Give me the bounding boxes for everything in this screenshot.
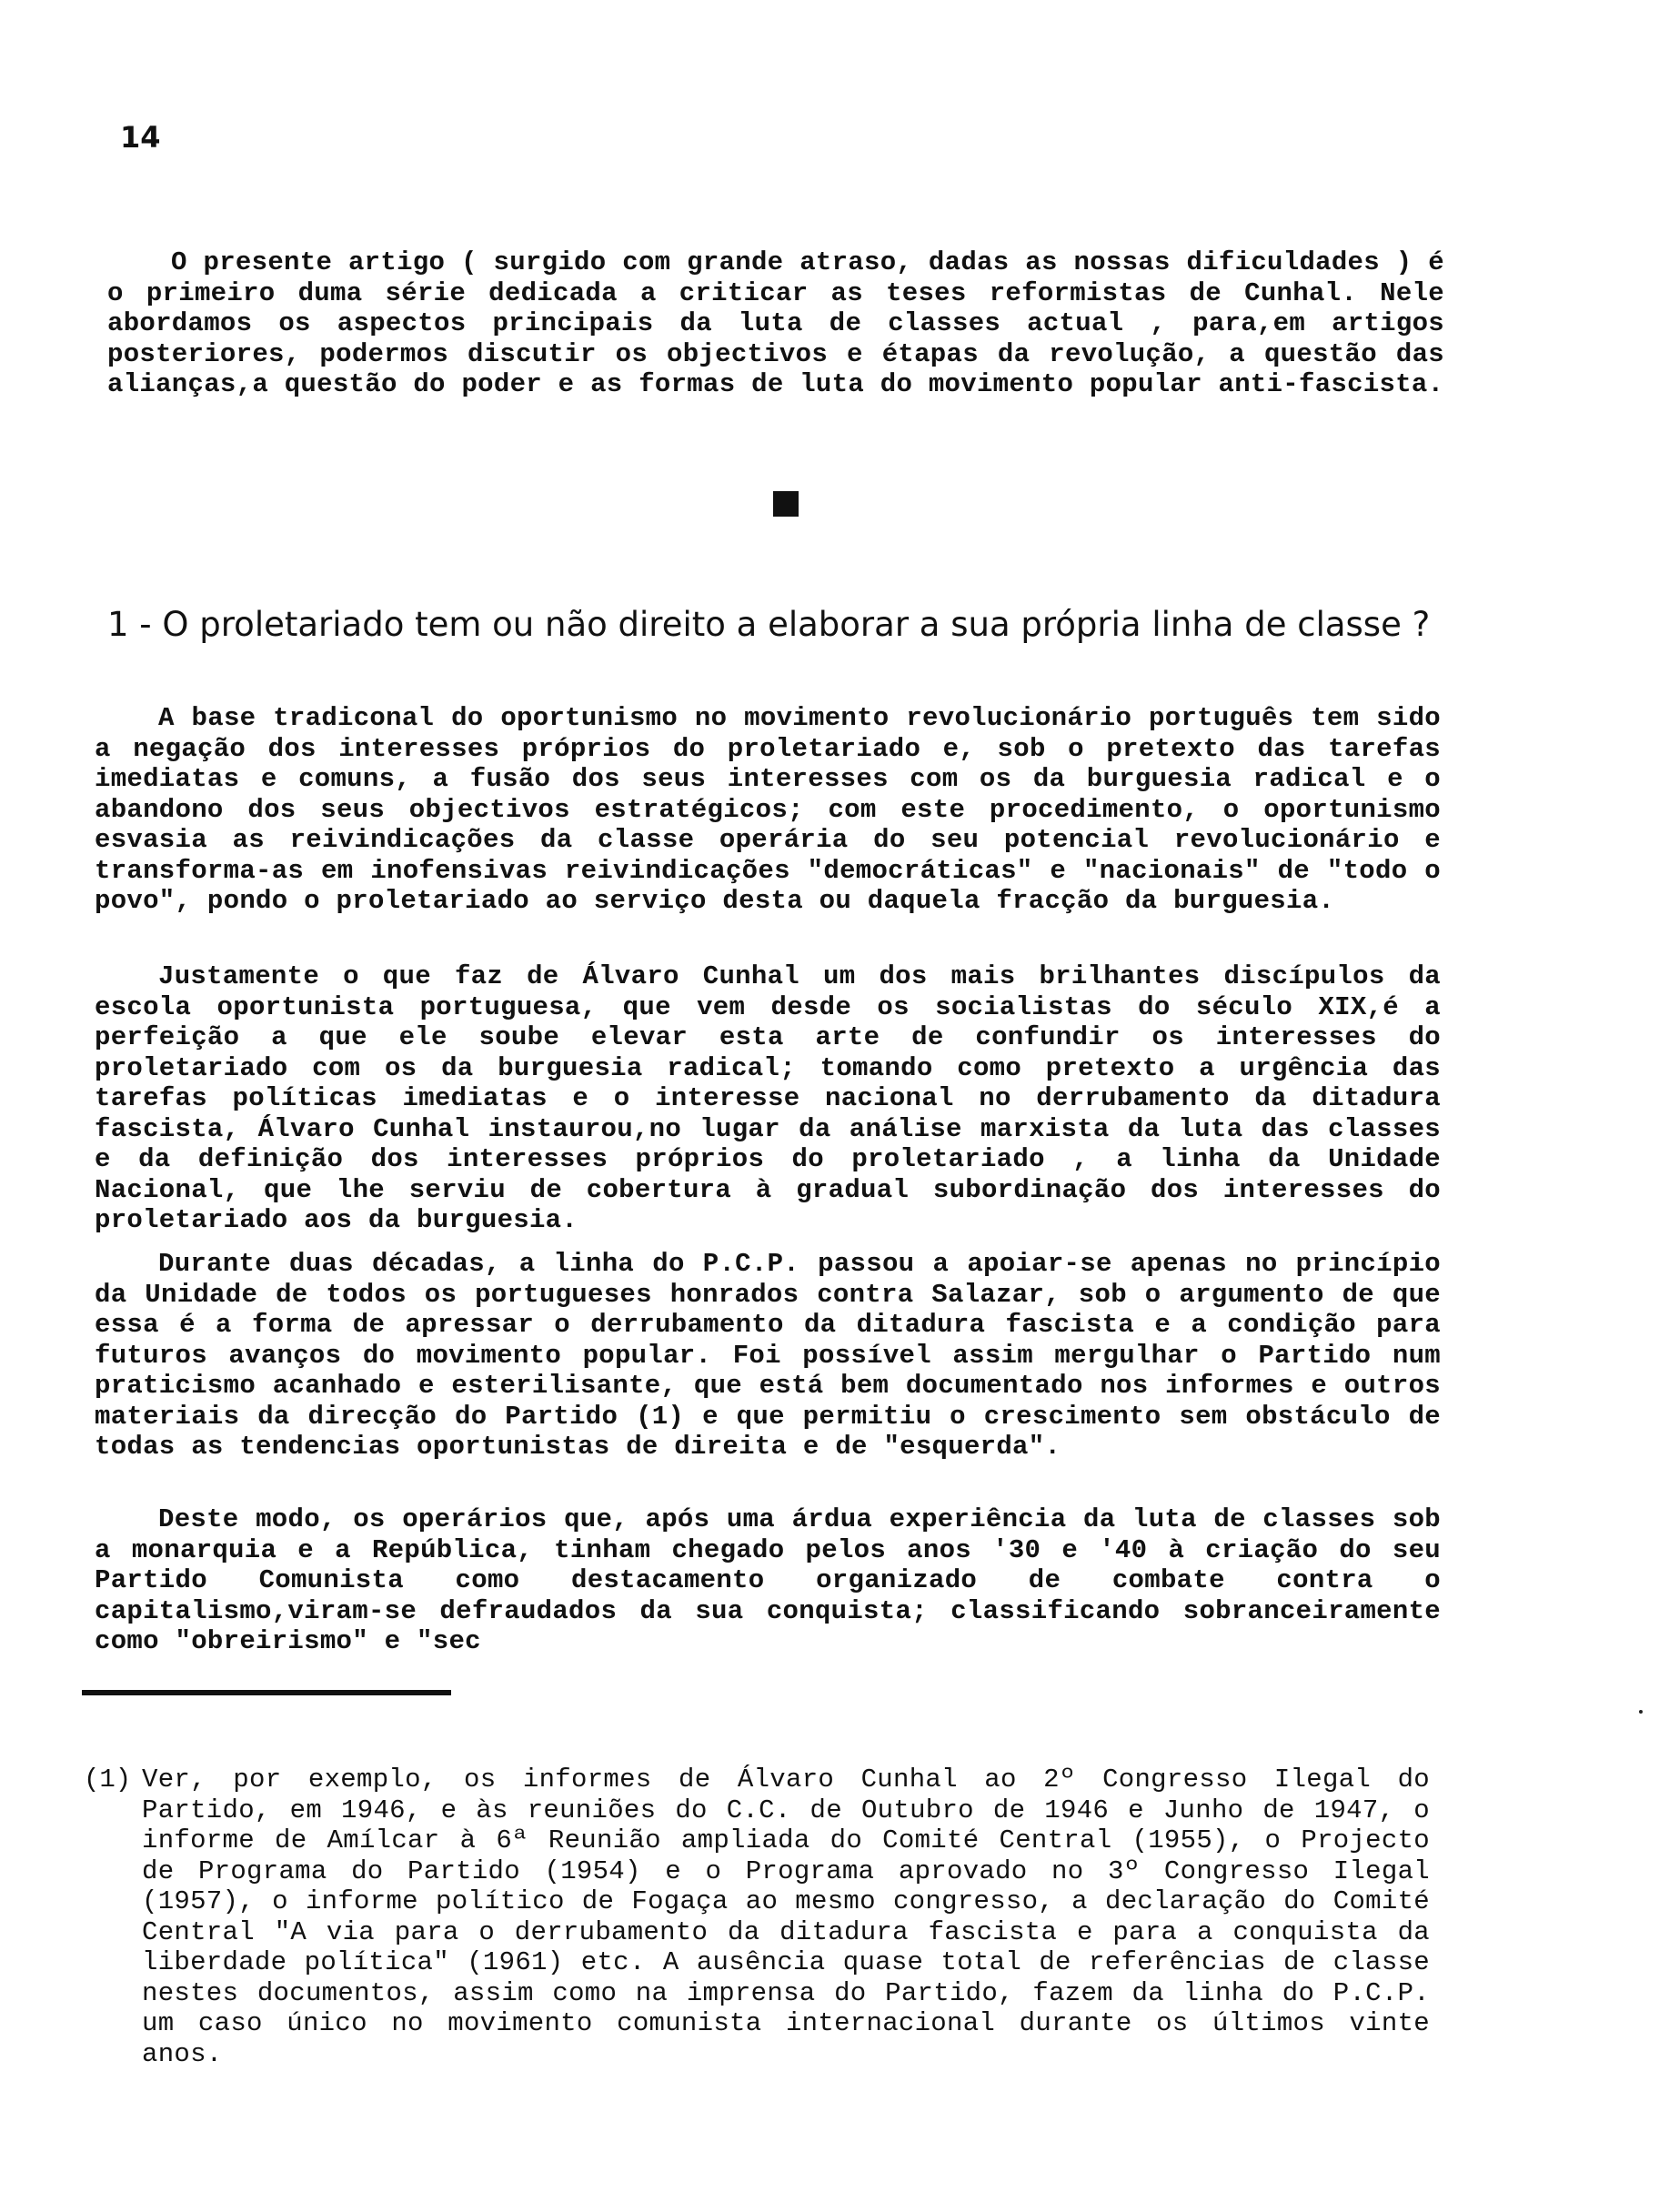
section-heading: 1 - O proletariado tem ou não direito a elaborar a sua própria linha de classe ? bbox=[107, 605, 1431, 644]
scan-speck bbox=[1639, 1710, 1643, 1714]
body-paragraph-3: Durante duas décadas, a linha do P.C.P. passou a apoiar-se apenas no princípio da Unidade de todos os portugueses honrados contra Salazar, sob o argumento de que essa é a forma de apressar o derrubamento da ditadura fascista e a condição para futuros avanços do movimento popular. Foi possível assim mergulhar o Partido num praticismo acanhado e esterilisante, que está bem documentado nos informes e outros materiais da direcção do Partido (1) e que permitiu o crescimento sem obstáculo de todas as tendencias oportunistas de direita e de "esquerda". bbox=[95, 1249, 1441, 1462]
footnote bbox=[84, 1765, 1430, 2069]
body-paragraph-2: Justamente o que faz de Álvaro Cunhal um dos mais brilhantes discípulos da escola oportunista portuguesa, que vem desde os socialistas do século XIX,é a perfeição a que ele soube elevar esta arte de confundir os interesses do proletariado com os da burguesia radical; tomando como pretexto a urgência das tarefas políticas imediatas e o interesse nacional no derrubamento da ditadura fascista, Álvaro Cunhal instaurou,no lugar da análise marxista da luta das classes e da definição dos interesses próprios do proletariado , a linha da Unidade Nacional, que lhe serviu de cobertura à gradual subordinação dos interesses do proletariado aos da burguesia. bbox=[95, 961, 1441, 1235]
footnote-divider bbox=[82, 1690, 451, 1695]
section-separator-square bbox=[773, 491, 799, 517]
body-paragraph-4: Deste modo, os operários que, após uma árdua experiência da luta de classes sob a monarquia e a República, tinham chegado pelos anos '30 e '40 à criação do seu Partido Comunista como destacamento organizado de combate contra o capitalismo,viram-se defraudados da sua conquista; classificando sobranceiramente como "obreirismo" e "sec bbox=[95, 1504, 1441, 1656]
intro-paragraph: O presente artigo ( surgido com grande atraso, dadas as nossas dificuldades ) é o primeiro duma série dedicada a criticar as teses reformistas de Cunhal. Nele abordamos os aspectos principais da luta de classes actual , para,em artigos posteriores, podermos discutir os objectivos e étapas da revolução, a questão das alianças,a questão do poder e as formas de luta do movimento popular anti-fascista. bbox=[107, 247, 1444, 399]
footnote-marker: (1) bbox=[84, 1765, 132, 1795]
page-number: 14 bbox=[120, 120, 161, 155]
footnote-text: Ver, por exemplo, os informes de Álvaro Cunhal ao 2º Congresso Ilegal do Partido, em 1946, e às reuniões do C.C. de Outubro de 1946 e Junho de 1947, o informe de Amílcar à 6ª Reunião ampliada do Comité Central (1955), o Projecto de Programa do Partido (1954) e o Programa aprovado no 3º Congresso Ilegal (1957), o informe político de Fogaça ao mesmo congresso, a declaração do Comité Central "A via para o derrubamento da ditadura fascista e para a conquista da liberdade política" (1961) etc. A ausência quase total de referências de classe nestes documentos, assim como na imprensa do Partido, fazem da linha do P.C.P. um caso único no movimento comunista internacional durante os últimos vinte anos. bbox=[142, 1765, 1430, 2069]
body-paragraph-1: A base tradiconal do oportunismo no movimento revolucionário português tem sido a negação dos interesses próprios do proletariado e, sob o pretexto das tarefas imediatas e comuns, a fusão dos seus interesses com os da burguesia radical e o abandono dos seus objectivos estratégicos; com este procedimento, o oportunismo esvasia as reivindicações da classe operária do seu potencial revolucionário e transforma-as em inofensivas reivindicações "democráticas" e "nacionais" de "todo o povo", pondo o proletariado ao serviço desta ou daquela fracção da burguesia. bbox=[95, 703, 1441, 916]
